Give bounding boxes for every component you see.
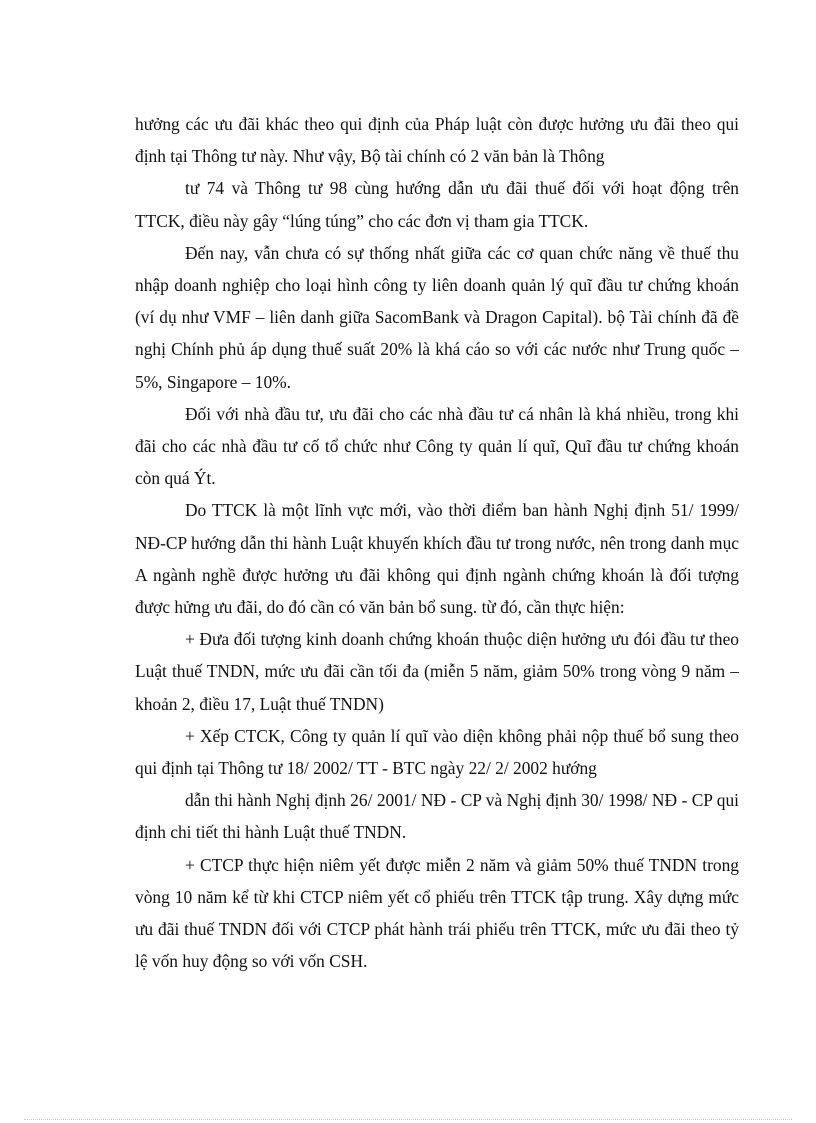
document-body <box>135 108 739 977</box>
paragraph-3: Đến nay, vẫn chưa có sự thống nhất giữa các cơ quan chức năng về thuế thu nhập doanh nghiệp cho loại hình công ty liên doanh quản lý quĩ đầu tư chứng khoán (ví dụ như VMF – liên danh giữa SacomBank và Dragon Capital). bộ Tài chính đã đề nghị Chính phủ áp dụng thuế suất 20% là khá cáo so với các nước như Trung quốc – 5%, Singapore – 10%. <box>135 242 739 392</box>
paragraph-4: Đối với nhà đầu tư, ưu đãi cho các nhà đầu tư cá nhân là khá nhiều, trong khi đãi cho các nhà đầu tư cố tổ chức như Công ty quản lí quĩ, Quĩ đầu tư chứng khoán còn quá Ýt. <box>135 403 739 489</box>
page-bottom-divider <box>24 1119 792 1120</box>
list-item-2-continued: dẫn thi hành Nghị định 26/ 2001/ NĐ - CP và Nghị định 30/ 1998/ NĐ - CP qui định chi tiết thi hành Luật thuế TNDN. <box>135 790 739 843</box>
paragraph-5: Do TTCK là một lĩnh vực mới, vào thời điểm ban hành Nghị định 51/ 1999/ NĐ-CP hướng dẫn thi hành Luật khuyến khích đầu tư trong nước, nên trong danh mục A ngành nghề được hưởng ưu đãi không qui định ngành chứng khoán là đối tượng được hửng ưu đãi, do đó cần có văn bản bổ sung. từ đó, cần thực hiện: <box>135 500 739 618</box>
paragraph-1: hưởng các ưu đãi khác theo qui định của Pháp luật còn được hưởng ưu đãi theo qui định tại Thông tư này. Như vậy, Bộ tài chính có 2 văn bản là Thông <box>135 114 739 167</box>
list-item-2: + Xếp CTCK, Công ty quản lí quĩ vào diện không phải nộp thuế bổ sung theo qui định tại Thông tư 18/ 2002/ TT - BTC ngày 22/ 2/ 2002 hướng <box>135 725 739 779</box>
paragraph-2: tư 74 và Thông tư 98 cùng hướng dẫn ưu đãi thuế đối với hoạt động trên TTCK, điều này gây “lúng túng” cho các đơn vị tham gia TTCK. <box>135 178 739 231</box>
list-item-3: + CTCP thực hiện niêm yết được miễn 2 năm và giảm 50% thuế TNDN trong vòng 10 năm kể từ khi CTCP niêm yết cổ phiếu trên TTCK tập trung. Xây dựng mức ưu đãi thuế TNDN đối với CTCP phát hành trái phiếu trên TTCK, mức ưu đãi theo tỷ lệ vốn huy động so với vốn CSH. <box>135 854 739 972</box>
list-item-1: + Đưa đối tượng kinh doanh chứng khoán thuộc diện hưởng ưu đói đầu tư theo Luật thuế TNDN, mức ưu đãi cần tối đa (miễn 5 năm, giảm 50% trong vòng 9 năm – khoản 2, điều 17, Luật thuế TNDN) <box>135 629 739 714</box>
